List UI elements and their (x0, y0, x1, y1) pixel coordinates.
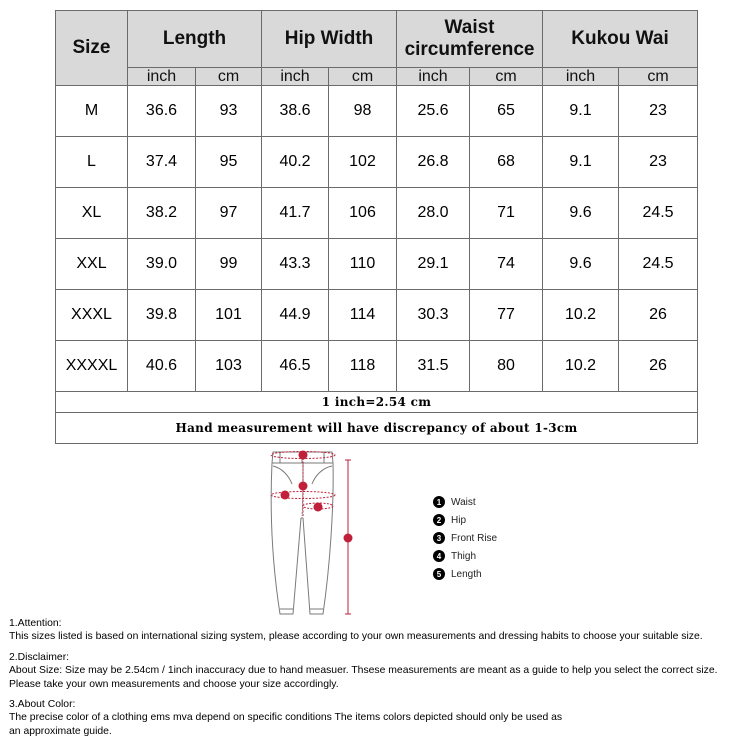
header-waist-line-1: Waist (444, 17, 495, 38)
note-line: About Size: Size may be 2.54cm / 1inch inaccuracy due to hand measuer. Thsese measurements are meant as a guide to help you select the correct size. (9, 665, 718, 677)
measurement-cell: 39.0 (128, 239, 196, 290)
measurement-cell: 93 (196, 86, 262, 137)
legend-item (433, 565, 497, 583)
table-row (56, 239, 698, 290)
table-row (56, 137, 698, 188)
unit-waist-inch: inch (397, 68, 470, 86)
legend-label: Thigh (451, 550, 477, 562)
header-kukou-wai: Kukou Wai (543, 11, 698, 68)
measurement-cell: 10.2 (543, 290, 619, 341)
note-section (9, 651, 744, 691)
unit-waist-cm: cm (470, 68, 543, 86)
measurement-cell: 80 (470, 341, 543, 392)
measurement-legend (433, 493, 497, 583)
note-title: 2.Disclaimer: (9, 651, 70, 663)
measurement-cell: 43.3 (262, 239, 329, 290)
measurement-cell: 38.2 (128, 188, 196, 239)
marker-4-thigh (314, 503, 323, 512)
measurement-cell: 26.8 (397, 137, 470, 188)
measurement-cell: 37.4 (128, 137, 196, 188)
measurement-cell: 9.6 (543, 239, 619, 290)
table-row (56, 188, 698, 239)
measurement-cell: 10.2 (543, 341, 619, 392)
measurement-cell: 39.8 (128, 290, 196, 341)
measurement-cell: 118 (329, 341, 397, 392)
legend-label: Front Rise (451, 532, 498, 544)
note-line: The precise color of a clothing ems mva depend on specific conditions The items colors depicted should only be used as (9, 712, 563, 724)
unit-length-inch: inch (128, 68, 196, 86)
measurement-cell: 95 (196, 137, 262, 188)
measurement-cell: 40.2 (262, 137, 329, 188)
measurement-cell: 74 (470, 239, 543, 290)
notes-section (9, 617, 744, 745)
legend-item (433, 529, 497, 547)
marker-2-hip (281, 491, 290, 500)
legend-item (433, 493, 497, 511)
jeans-measurement-diagram (262, 446, 362, 618)
measurement-cell: 103 (196, 341, 262, 392)
note-section (9, 698, 744, 738)
unit-length-cm: cm (196, 68, 262, 86)
note-section (9, 617, 744, 644)
note-title: 1.Attention: (9, 618, 62, 629)
measurement-cell: 106 (329, 188, 397, 239)
marker-3-front-rise (299, 482, 308, 491)
legend-label: Hip (451, 514, 467, 526)
discrepancy-note: Hand measurement will have discrepancy of about 1-3cm (56, 413, 698, 444)
legend-number-badge: 3 (433, 532, 445, 544)
legend-number-badge: 4 (433, 550, 445, 562)
legend-item (433, 547, 497, 565)
measurement-cell: 24.5 (619, 239, 698, 290)
size-cell: M (56, 86, 128, 137)
measurement-cell: 9.1 (543, 137, 619, 188)
measurement-cell: 40.6 (128, 341, 196, 392)
measurement-cell: 26 (619, 341, 698, 392)
size-chart-table (55, 10, 698, 444)
header-hip-width: Hip Width (262, 11, 397, 68)
legend-label: Waist (451, 496, 476, 508)
measurement-cell: 46.5 (262, 341, 329, 392)
unit-kukou-cm: cm (619, 68, 698, 86)
size-cell: XXXL (56, 290, 128, 341)
marker-5-length (344, 534, 353, 543)
table-row (56, 86, 698, 137)
measurement-cell: 24.5 (619, 188, 698, 239)
note-line: an approximate guide. (9, 725, 112, 737)
measurement-cell: 41.7 (262, 188, 329, 239)
size-cell: XXXXL (56, 341, 128, 392)
measurement-lines (271, 452, 351, 615)
measurement-cell: 26 (619, 290, 698, 341)
note-line: This sizes listed is based on international sizing system, please according to your own measurements and dressing habits to choose your suitable size. (9, 631, 703, 643)
table-body (56, 86, 698, 392)
table-row (56, 290, 698, 341)
unit-kukou-inch: inch (543, 68, 619, 86)
measurement-cell: 23 (619, 86, 698, 137)
measurement-cell: 36.6 (128, 86, 196, 137)
unit-hip-cm: cm (329, 68, 397, 86)
header-length: Length (128, 11, 262, 68)
unit-hip-inch: inch (262, 68, 329, 86)
legend-number-badge: 1 (433, 496, 445, 508)
measurement-cell: 9.6 (543, 188, 619, 239)
measurement-cell: 29.1 (397, 239, 470, 290)
legend-item (433, 511, 497, 529)
measurement-cell: 44.9 (262, 290, 329, 341)
conversion-note: 1 inch=2.54 cm (56, 392, 698, 413)
measurement-cell: 9.1 (543, 86, 619, 137)
measurement-cell: 71 (470, 188, 543, 239)
legend-label: Length (451, 568, 482, 580)
measurement-cell: 99 (196, 239, 262, 290)
measurement-cell: 110 (329, 239, 397, 290)
measurement-cell: 38.6 (262, 86, 329, 137)
measurement-cell: 114 (329, 290, 397, 341)
header-waist-line-2: circumference (404, 39, 535, 60)
measurement-cell: 102 (329, 137, 397, 188)
size-cell: L (56, 137, 128, 188)
measurement-cell: 28.0 (397, 188, 470, 239)
legend-number-badge: 5 (433, 568, 445, 580)
measurement-cell: 30.3 (397, 290, 470, 341)
header-size: Size (56, 11, 128, 86)
measurement-cell: 68 (470, 137, 543, 188)
note-title: 3.About Color: (9, 699, 76, 711)
size-cell: XXL (56, 239, 128, 290)
measurement-cell: 101 (196, 290, 262, 341)
jeans-outline (271, 452, 333, 614)
measurement-cell: 23 (619, 137, 698, 188)
measurement-cell: 98 (329, 86, 397, 137)
measurement-cell: 25.6 (397, 86, 470, 137)
table-row (56, 341, 698, 392)
note-line: Please take your own measurements and choose your size accordingly. (9, 678, 339, 690)
size-cell: XL (56, 188, 128, 239)
header-waist-circumference (397, 11, 543, 68)
measurement-cell: 65 (470, 86, 543, 137)
legend-number-badge: 2 (433, 514, 445, 526)
marker-1-waist (299, 451, 308, 460)
measurement-cell: 31.5 (397, 341, 470, 392)
measurement-cell: 77 (470, 290, 543, 341)
measurement-cell: 97 (196, 188, 262, 239)
